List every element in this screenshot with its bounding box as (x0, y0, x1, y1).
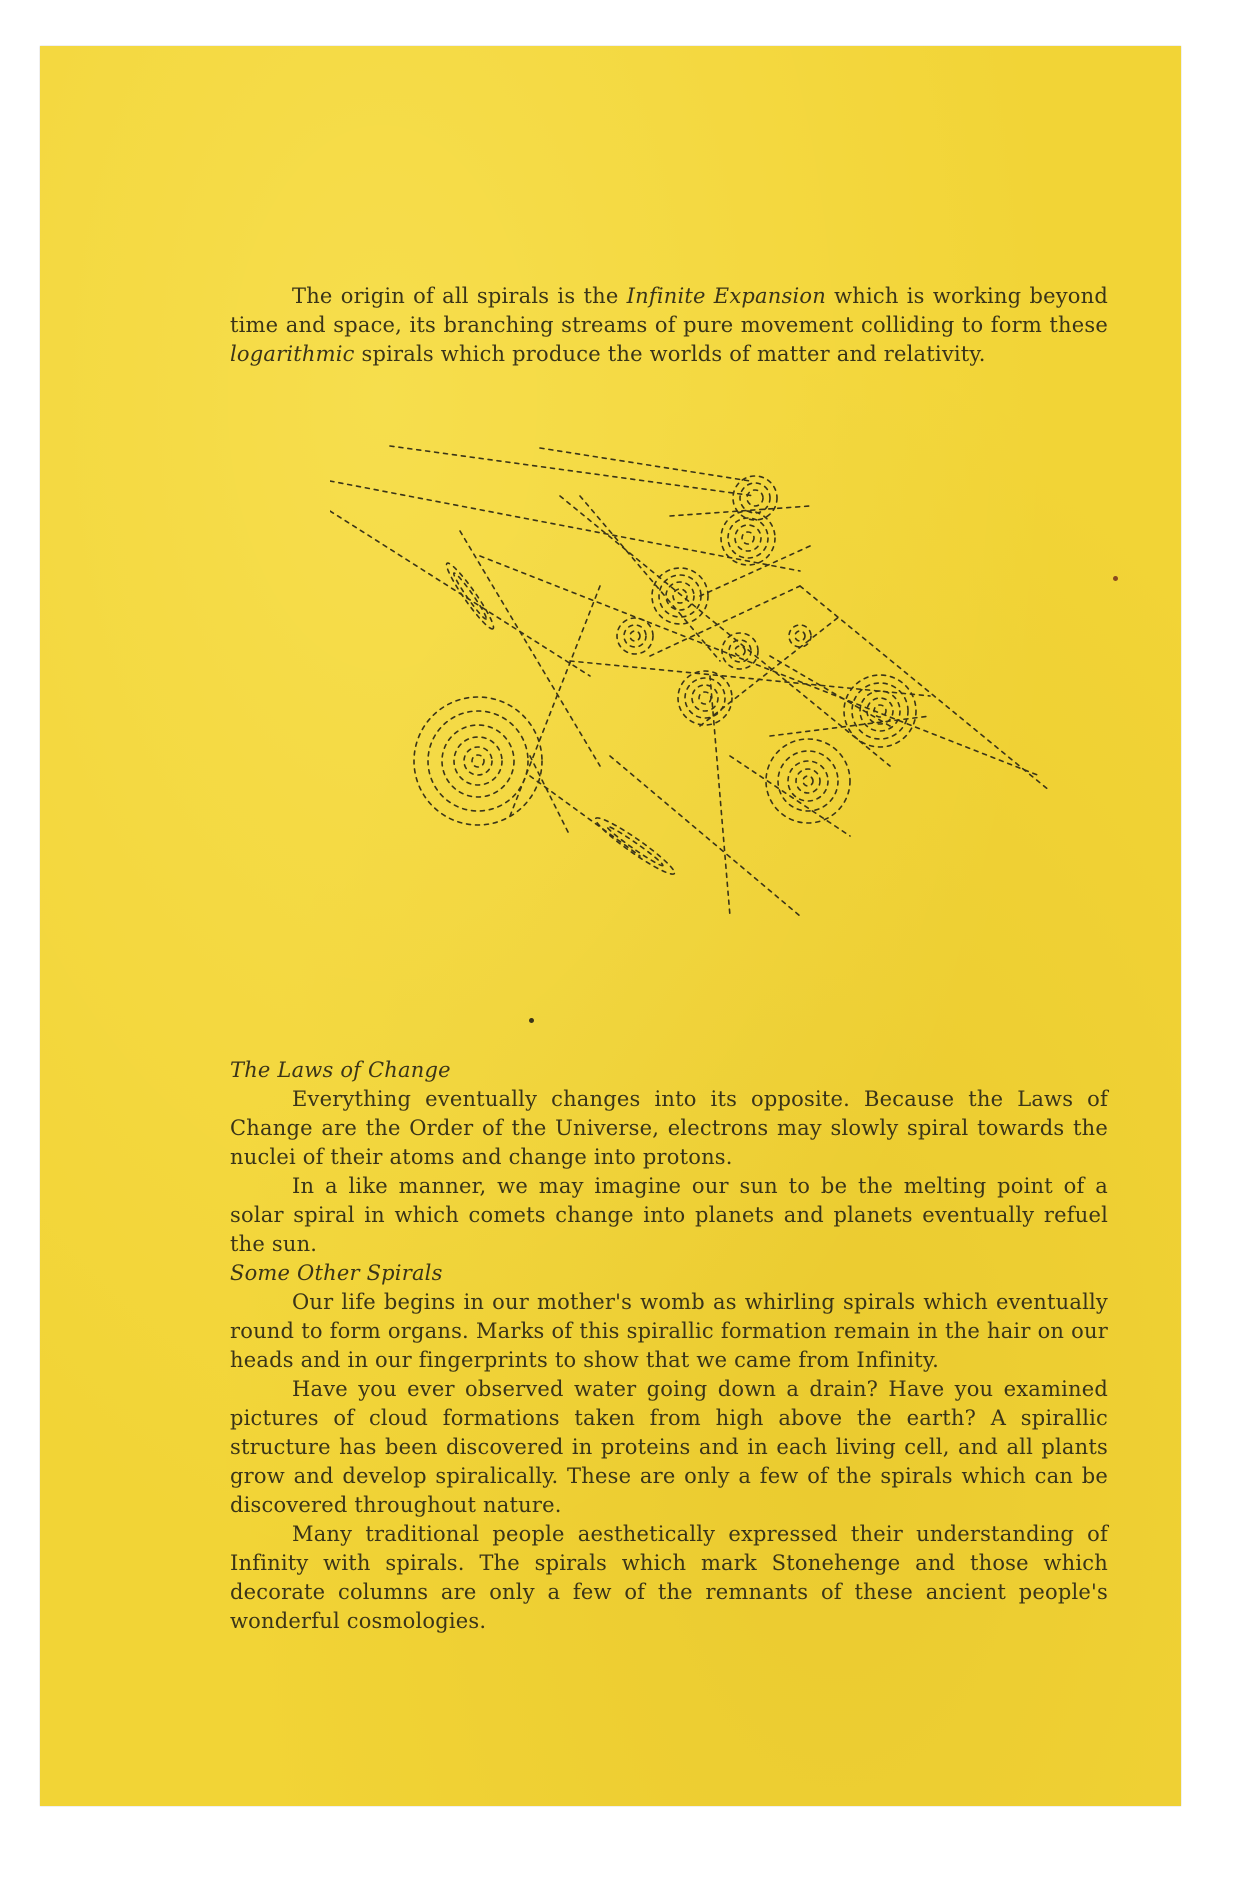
stream-line (670, 506, 810, 516)
spiral-large-right (766, 739, 850, 823)
body-sections (230, 1056, 1108, 1636)
stream-line (480, 556, 1040, 776)
intro-emphasis-infinite-expansion: Infinite Expansion (626, 284, 826, 308)
spirals-paragraph-2: Have you ever observed water going down a drain? Have you examined pictures of cloud formations taken from high above the earth? A spirallic structure has been discovered in proteins and in each living cell, and all plants grow and develop spiralically. These are only a few of the spirals which can be discovered throughout nature. (230, 1377, 1108, 1517)
paper-speck (1113, 576, 1118, 581)
intro-emphasis-logarithmic: logarithmic (230, 342, 355, 366)
stream-line (560, 496, 890, 766)
laws-paragraph-2: In a like manner, we may imagine our sun to be the melting point of a solar spiral in which comets change into planets and planets eventually refuel the sun. (230, 1174, 1108, 1256)
spiral-small-2 (721, 511, 775, 565)
stream-line (530, 756, 570, 836)
stream-line (390, 446, 755, 496)
spiral-center (678, 671, 732, 725)
stream-line (460, 531, 600, 766)
spiral-mid-2 (617, 618, 653, 654)
stream-line (700, 546, 810, 596)
spiral-right (844, 675, 916, 747)
spiral-mid-4 (789, 625, 811, 647)
stream-line (770, 656, 890, 726)
stream-line (610, 756, 800, 916)
dot-cluster-lower (592, 813, 679, 880)
book-page (40, 46, 1181, 1806)
dot-cluster-upper (442, 560, 498, 632)
stream-line (540, 448, 750, 481)
stream-line (800, 586, 1050, 791)
intro-paragraph (230, 282, 1108, 369)
spiral-large-left (414, 697, 542, 825)
stream-line (730, 756, 850, 836)
spirals-paragraph-3: Many traditional people aesthetically expressed their understanding of Infinity with spirals. The spirals which mark Stonehenge and those which decorate columns are only a few of the remnants of these ancient people's wonderful cosmologies. (230, 1522, 1108, 1633)
laws-paragraph-1: Everything eventually changes into its opposite. Because the Laws of Change are the Order of the Universe, electrons may slowly spiral towards the nuclei of their atoms and change into protons. (230, 1087, 1108, 1169)
section-heading-laws-of-change: The Laws of Change (230, 1058, 451, 1082)
stream-line (770, 716, 930, 736)
stream-line (710, 676, 730, 916)
section-heading-other-spirals: Some Other Spirals (230, 1261, 443, 1285)
intro-text-2: which is working beyond time and space, its branching streams of pure movement colliding to form these (230, 284, 1108, 337)
dotted-spiral-diagram-icon (330, 436, 1070, 956)
intro-text-1: The origin of all spirals is the (292, 284, 627, 308)
stray-dot (529, 1018, 534, 1023)
stream-line (330, 511, 590, 676)
spiral-mid-3 (722, 633, 758, 669)
intro-text-3: spirals which produce the worlds of matter and relativity. (354, 342, 986, 366)
stream-line (580, 496, 720, 661)
spiral-small-top (733, 476, 777, 520)
spirals-paragraph-1: Our life begins in our mother's womb as whirling spirals which eventually round to form organs. Marks of this spirallic formation remain in the hair on our heads and in our fingerprints to show that we came from Infinity. (230, 1290, 1108, 1372)
